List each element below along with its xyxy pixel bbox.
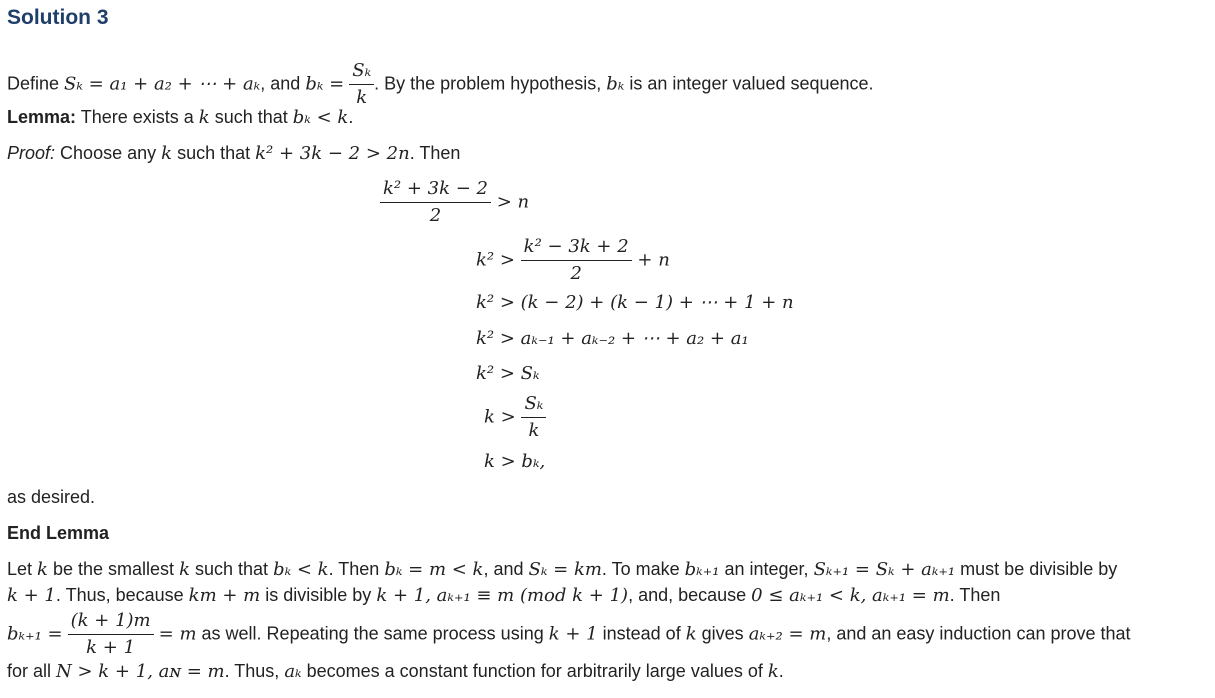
step-6-numerator: Sₖ: [521, 391, 546, 418]
p3-rhs: = m: [158, 623, 197, 645]
sk-definition: Sₖ = a₁ + a₂ + ⋯ + aₖ: [64, 73, 261, 95]
p1-math-5: Sₖ₊₁ = Sₖ + aₖ₊₁: [813, 559, 956, 580]
p2-text-b: is divisible by: [265, 585, 372, 605]
p4-text-a: for all: [7, 661, 52, 681]
p2-math-4: 0 ≤ aₖ₊₁ < k, aₖ₊₁ = m: [751, 585, 950, 606]
p3-fraction: [68, 608, 154, 661]
proof-label: Proof:: [7, 143, 56, 163]
p3-lhs: bₖ₊₁ =: [7, 623, 63, 645]
p1-text-f: . To make: [601, 559, 680, 579]
p4-text-d: .: [778, 661, 784, 681]
p1-text-e: , and: [483, 559, 524, 579]
lemma-text: There exists a: [80, 107, 194, 127]
step-2-lhs: k² >: [476, 249, 515, 271]
p1-math-3: Sₖ = km: [528, 559, 602, 580]
bk-symbol: bₖ: [606, 73, 625, 95]
p3-text-a: as well. Repeating the same process using: [201, 623, 544, 644]
p1-k-2: k: [179, 559, 190, 580]
p1-math-2: bₖ = m < k: [384, 559, 484, 580]
proof-text: Choose any: [60, 143, 157, 163]
p3-text-c: gives: [701, 623, 744, 644]
step-6-fraction: [521, 391, 546, 444]
step-2: [476, 234, 670, 287]
step-6-lhs: k >: [484, 406, 516, 428]
definition-line: [7, 58, 874, 111]
p4-text-c: becomes a constant function for arbitrarily large values of: [306, 661, 763, 681]
step-3: k² > (k − 2) + (k − 1) + ⋯ + 1 + n: [476, 292, 794, 313]
p3-denominator: k + 1: [86, 637, 136, 658]
step-2-rhs: + n: [637, 249, 670, 271]
step-2-denominator: 2: [570, 263, 582, 284]
proof-line: [7, 141, 460, 166]
step-6-denominator: k: [528, 420, 540, 441]
p2-text-c: , and, because: [628, 585, 747, 605]
p3-text-b: instead of: [602, 623, 681, 644]
p4-math-1: N > k + 1, aɴ = m: [56, 661, 225, 682]
p1-text-d: . Then: [328, 559, 380, 579]
define-and: , and: [260, 73, 301, 94]
p2-text-d: . Then: [949, 585, 1001, 605]
p1-math-1: bₖ < k: [273, 559, 329, 580]
paragraph-line-4: [7, 659, 784, 684]
proof-inequality: k² + 3k − 2 > 2n: [255, 143, 410, 164]
p3-numerator: (k + 1)m: [68, 608, 154, 635]
step-1-rhs: > n: [496, 191, 530, 213]
p4-text-b: . Thus,: [224, 661, 280, 681]
p3-k: k: [685, 623, 697, 645]
lemma-inequality: bₖ < k: [292, 107, 349, 128]
step-5: k² > Sₖ: [476, 363, 540, 384]
p2-math-2: km + m: [188, 585, 261, 606]
p3-text-d: , and an easy induction can prove that: [826, 623, 1131, 644]
p1-text-c: such that: [195, 559, 269, 579]
bk-fraction: [349, 58, 374, 111]
proof-text-2: such that: [177, 143, 251, 163]
p2-math-3: k + 1, aₖ₊₁ ≡ m (mod k + 1): [376, 585, 629, 606]
define-suffix: . By the problem hypothesis,: [374, 73, 602, 94]
p1-text-a: Let: [7, 559, 33, 579]
p2-text-a: . Thus, because: [55, 585, 184, 605]
p2-math-1: k + 1: [7, 585, 56, 606]
step-2-fraction: [521, 234, 632, 287]
lemma-period: .: [348, 107, 354, 127]
lemma-text-2: such that: [214, 107, 288, 127]
define-prefix: Define: [7, 73, 60, 94]
as-desired: as desired.: [7, 487, 96, 507]
paragraph-line-2: [7, 583, 1000, 608]
p1-text-g: an integer,: [724, 559, 809, 579]
step-1-fraction: [380, 176, 491, 229]
p3-math-2: aₖ₊₂ = m: [748, 623, 827, 645]
bk-fraction-denominator: k: [356, 87, 368, 108]
step-1-denominator: 2: [429, 205, 442, 226]
lemma-k: k: [198, 107, 210, 128]
step-4: k² > aₖ₋₁ + aₖ₋₂ + ⋯ + a₂ + a₁: [476, 328, 749, 349]
define-suffix-2: is an integer valued sequence.: [629, 73, 874, 94]
proof-k: k: [161, 143, 173, 164]
solution-heading: Solution 3: [7, 6, 109, 29]
p4-k: k: [767, 661, 779, 682]
p1-math-4: bₖ₊₁: [684, 559, 720, 580]
p1-text-b: be the smallest: [52, 559, 175, 579]
lemma-label: Lemma:: [7, 107, 77, 127]
p1-k: k: [37, 559, 48, 580]
step-1-numerator: k² + 3k − 2: [380, 176, 491, 203]
bk-fraction-numerator: Sₖ: [349, 58, 374, 85]
p4-math-2: aₖ: [284, 661, 302, 682]
paragraph-line-1: [7, 557, 1117, 582]
proof-text-3: . Then: [409, 143, 461, 163]
step-6: [484, 391, 546, 444]
p3-math-1: k + 1: [548, 623, 598, 645]
lemma-line: [7, 105, 353, 130]
bk-lhs: bₖ =: [305, 73, 345, 95]
end-lemma: End Lemma: [7, 523, 110, 543]
step-7: k > bₖ,: [484, 451, 546, 472]
step-1: [380, 176, 529, 229]
paragraph-line-3: [7, 608, 1131, 661]
step-2-numerator: k² − 3k + 2: [521, 234, 632, 261]
p1-text-h: must be divisible by: [960, 559, 1118, 579]
